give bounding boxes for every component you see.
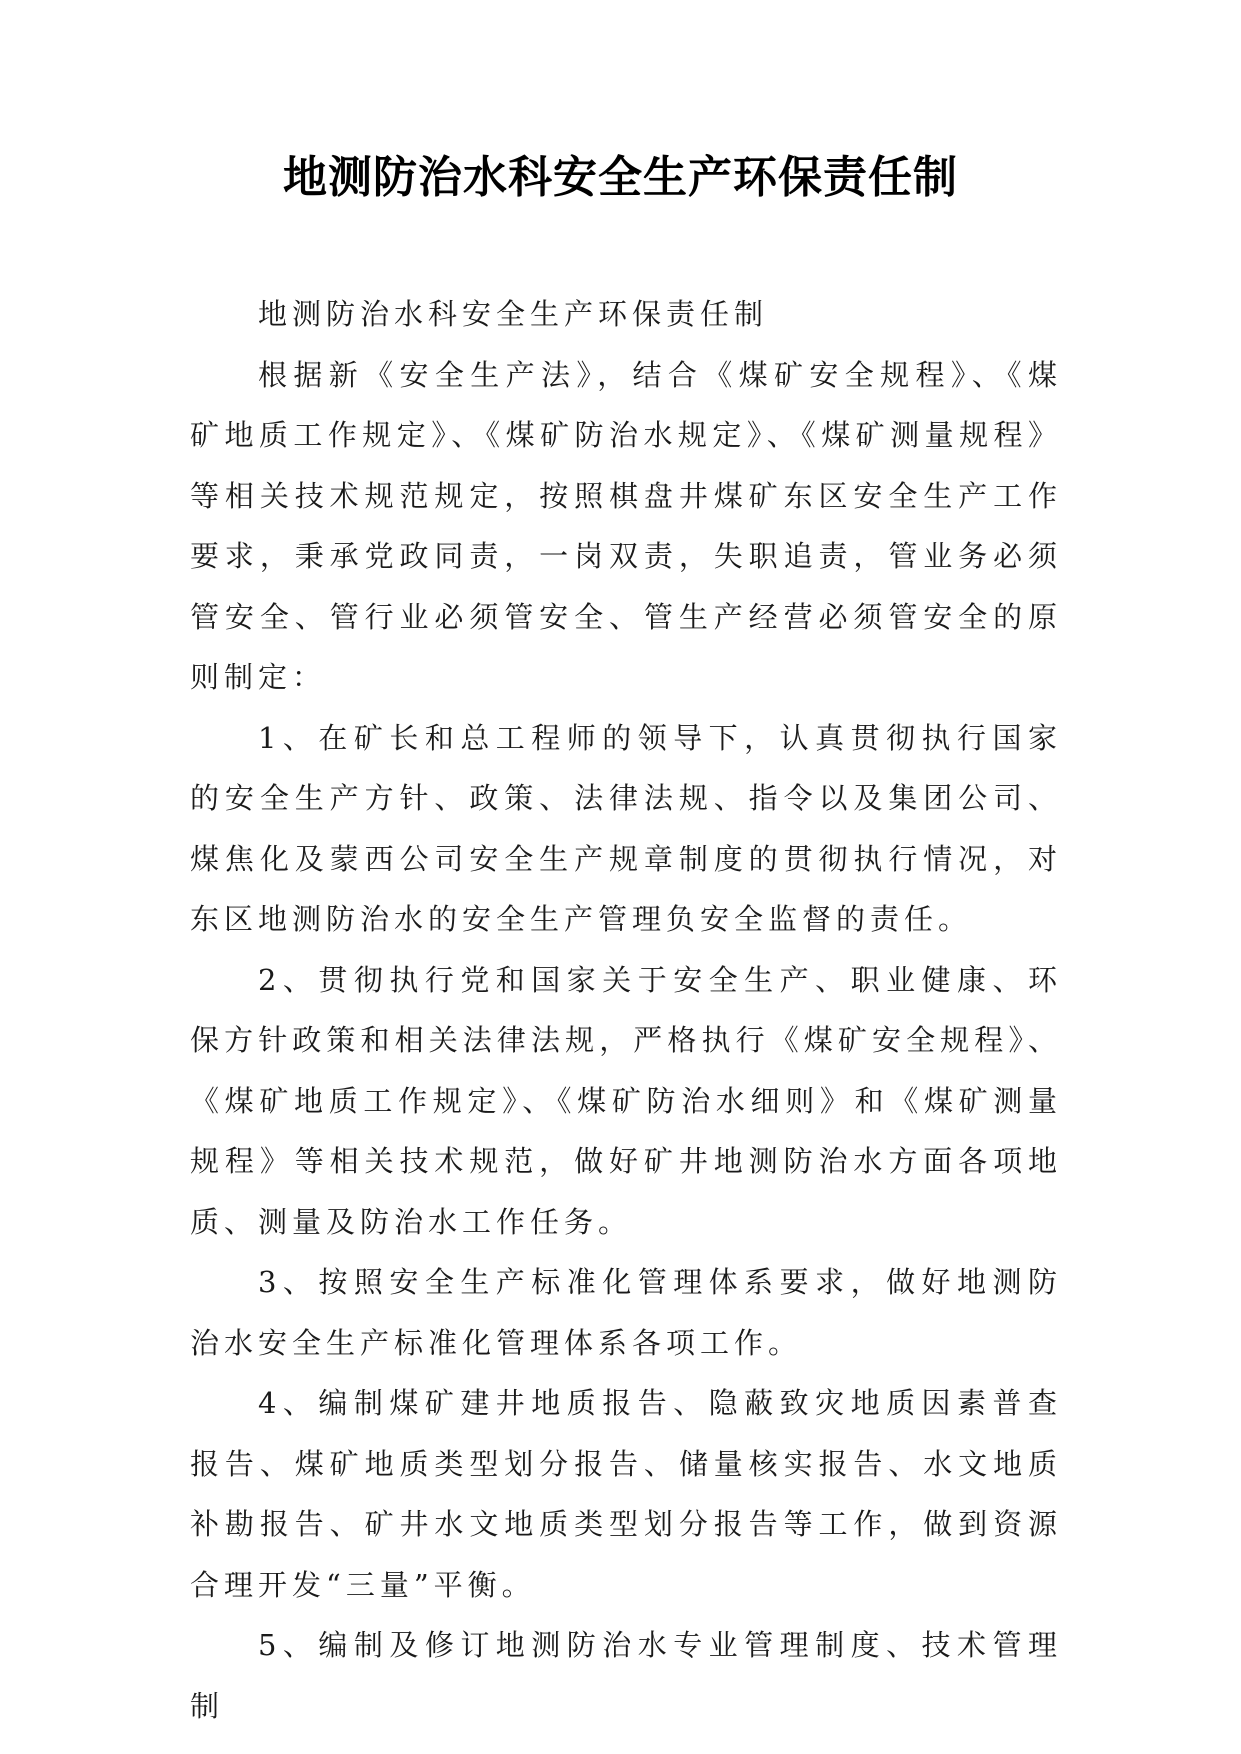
paragraph-item-2: 2、贯彻执行党和国家关于安全生产、职业健康、环保方针政策和相关法律法规，严格执行《煤矿安全规程》、《煤矿地质工作规定》、《煤矿防治水细则》和《煤矿测量规程》等相关技术规范，做好矿井地测防治水方面各项地质、测量及防治水工作任务。 [190, 962, 1062, 1239]
document-body [190, 284, 1062, 1736]
paragraph-heading: 地测防治水科安全生产环保责任制 [258, 297, 769, 331]
paragraph-preamble: 根据新《安全生产法》，结合《煤矿安全规程》、《煤矿地质工作规定》、《煤矿防治水规定》、《煤矿测量规程》等相关技术规范规定，按照棋盘井煤矿东区安全生产工作要求，秉承党政同责，一岗双责，失职追责，管业务必须管安全、管行业必须管安全、管生产经营必须管安全的原则制定： [190, 357, 1062, 694]
paragraph-item-3: 3、按照安全生产标准化管理体系要求，做好地测防治水安全生产标准化管理体系各项工作。 [190, 1265, 1062, 1360]
paragraph-item-1: 1、在矿长和总工程师的领导下，认真贯彻执行国家的安全生产方针、政策、法律法规、指令以及集团公司、煤焦化及蒙西公司安全生产规章制度的贯彻执行情况，对东区地测防治水的安全生产管理负安全监督的责任。 [190, 720, 1062, 936]
paragraph-item-5: 5、编制及修订地测防治水专业管理制度、技术管理制 [190, 1628, 1062, 1723]
document-title: 地测防治水科安全生产环保责任制 [283, 152, 958, 203]
paragraph-item-4: 4、编制煤矿建井地质报告、隐蔽致灾地质因素普查报告、煤矿地质类型划分报告、储量核实报告、水文地质补勘报告、矿井水文地质类型划分报告等工作，做到资源合理开发“三量”平衡。 [190, 1386, 1062, 1602]
